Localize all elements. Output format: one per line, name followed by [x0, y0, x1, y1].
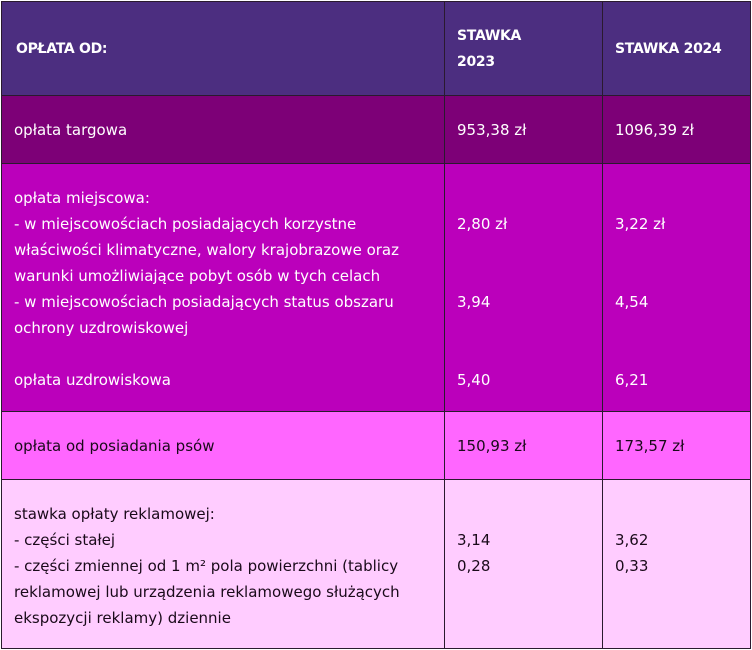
- market-fee-label: opłata targowa: [14, 120, 128, 139]
- advertising-fee-line4: ekspozycji reklamy) dziennie: [14, 609, 231, 627]
- dog-fee-2024-cell: [603, 412, 750, 479]
- market-fee-2024: 1096,39 zł: [615, 120, 694, 139]
- header-rate-2023-line1: STAWKA: [457, 27, 522, 44]
- dog-fee-label-cell: [2, 412, 445, 479]
- advertising-fee-2023-a: 3,14: [457, 531, 491, 549]
- local-fee-2024-b: 4,54: [615, 293, 649, 311]
- local-fee-2023-a: 2,80 zł: [457, 215, 508, 233]
- market-fee-2023-cell: [445, 96, 603, 163]
- local-fee-line3: warunki umożliwiające pobyt osób w tych celach: [14, 267, 381, 285]
- local-fee-label-cell: [2, 164, 445, 411]
- local-fee-2024-a: 3,22 zł: [615, 215, 666, 233]
- dog-fee-label: opłata od posiadania psów: [14, 436, 215, 455]
- market-fee-2024-cell: [603, 96, 750, 163]
- table-row-advertising-fee: [2, 480, 750, 648]
- local-fee-2023-cell: [445, 164, 603, 411]
- table-row-market-fee: [2, 96, 750, 164]
- local-fee-line1: - w miejscowościach posiadających korzystne: [14, 215, 357, 233]
- dog-fee-2024: 173,57 zł: [615, 436, 685, 455]
- advertising-fee-title: stawka opłaty reklamowej:: [14, 505, 215, 523]
- header-fee-type: [2, 2, 445, 95]
- market-fee-2023: 953,38 zł: [457, 120, 527, 139]
- advertising-fee-2023-cell: [445, 480, 603, 648]
- advertising-fee-2024-b: 0,33: [615, 557, 649, 575]
- local-fee-2024-cell: [603, 164, 750, 411]
- local-fee-line5: ochrony uzdrowiskowej: [14, 319, 189, 337]
- dog-fee-2023: 150,93 zł: [457, 436, 527, 455]
- spa-fee-label: opłata uzdrowiskowa: [14, 371, 171, 389]
- header-rate-2024-label: STAWKA 2024: [615, 40, 722, 57]
- advertising-fee-line3: reklamowej lub urządzenia reklamowego służących: [14, 583, 400, 601]
- header-rate-2023: [445, 2, 603, 95]
- local-fee-line2: właściwości klimatyczne, walory krajobrazowe oraz: [14, 241, 399, 259]
- spa-fee-2024: 6,21: [615, 371, 649, 389]
- local-fee-2023-b: 3,94: [457, 293, 491, 311]
- fees-table: [1, 1, 751, 649]
- market-fee-label-cell: [2, 96, 445, 163]
- local-fee-line4: - w miejscowościach posiadających status obszaru: [14, 293, 394, 311]
- advertising-fee-2024-a: 3,62: [615, 531, 649, 549]
- spa-fee-2023: 5,40: [457, 371, 491, 389]
- advertising-fee-2024-cell: [603, 480, 750, 648]
- header-fee-type-label: OPŁATA OD:: [16, 40, 108, 57]
- table-row-local-fee: [2, 164, 750, 412]
- table-header: [2, 2, 750, 96]
- advertising-fee-line2: - części zmiennej od 1 m² pola powierzchni (tablicy: [14, 557, 399, 575]
- advertising-fee-label-cell: [2, 480, 445, 648]
- advertising-fee-2023-b: 0,28: [457, 557, 491, 575]
- dog-fee-2023-cell: [445, 412, 603, 479]
- table-row-dog-fee: [2, 412, 750, 480]
- local-fee-title: opłata miejscowa:: [14, 189, 150, 207]
- advertising-fee-line1: - części stałej: [14, 531, 116, 549]
- header-rate-2024: [603, 2, 750, 95]
- header-rate-2023-line2: 2023: [457, 53, 495, 70]
